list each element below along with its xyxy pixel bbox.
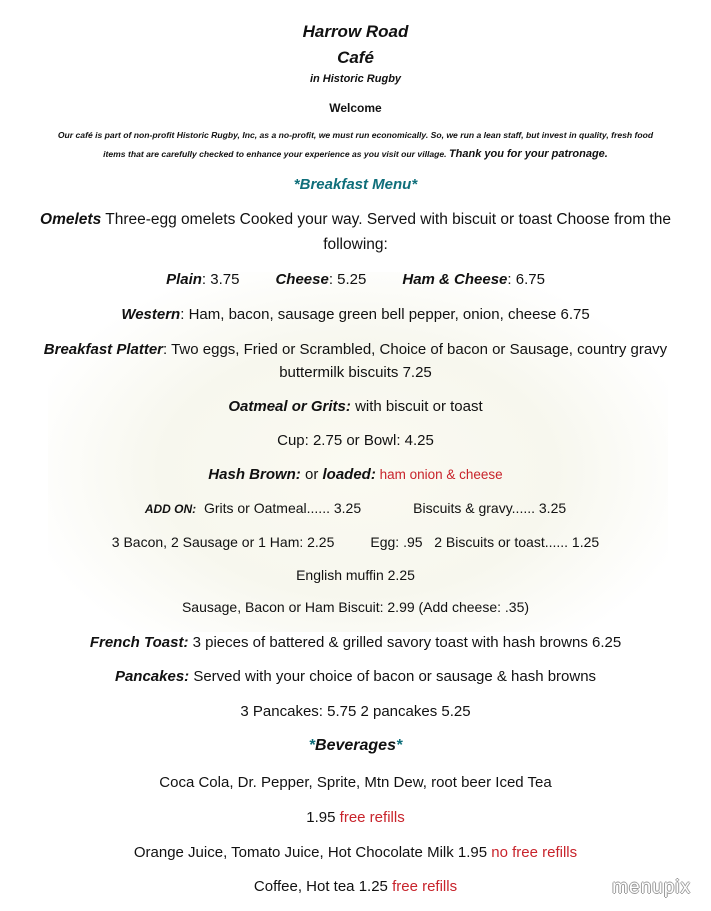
- omelet-prices: Plain: 3.75 Cheese: 5.25 Ham & Cheese: 6.75: [166, 271, 545, 288]
- thanks-text: Thank you for your patronage.: [448, 148, 608, 160]
- western-item: Western: Ham, bacon, sausage green bell pepper, onion, cheese 6.75: [121, 306, 590, 323]
- intro-text-2: items that are carefully checked to enhance your experience as you visit our village. Thank you for your patronage.: [103, 148, 608, 160]
- cafe-title-2: Café: [337, 48, 374, 67]
- pancakes-prices: 3 Pancakes: 5.75 2 pancakes 5.25: [240, 703, 471, 720]
- oatmeal-prices: Cup: 2.75 or Bowl: 4.25: [277, 432, 434, 449]
- oatmeal-item: Oatmeal or Grits: with biscuit or toast: [228, 398, 483, 415]
- addon-biscuit-sandwich: Sausage, Bacon or Ham Biscuit: 2.99 (Add cheese: .35): [181, 599, 530, 615]
- addon-line: ADD ON: Grits or Oatmeal...... 3.25 Biscuits & gravy...... 3.25: [144, 500, 567, 516]
- addon-muffin: English muffin 2.25: [296, 567, 415, 583]
- cafe-subtitle: in Historic Rugby: [309, 73, 402, 85]
- juices-item: Orange Juice, Tomato Juice, Hot Chocolate Milk 1.95 no free refills: [133, 844, 578, 861]
- welcome-text: Welcome: [329, 101, 382, 115]
- breakfast-heading: *Breakfast Menu*: [293, 176, 418, 193]
- pancakes-item: Pancakes: Served with your choice of bacon or sausage & hash browns: [114, 668, 597, 685]
- platter-item-2: buttermilk biscuits 7.25: [279, 364, 432, 381]
- menupix-watermark: menupix: [612, 877, 691, 898]
- platter-item: Breakfast Platter: Two eggs, Fried or Scrambled, Choice of bacon or Sausage, country gravy: [43, 341, 668, 358]
- beverages-heading: *Beverages*: [308, 737, 403, 754]
- coffee-item: Coffee, Hot tea 1.25 free refills: [253, 878, 458, 895]
- sodas-item: Coca Cola, Dr. Pepper, Sprite, Mtn Dew, root beer Iced Tea: [159, 774, 552, 791]
- sodas-price: 1.95 free refills: [306, 809, 405, 826]
- french-toast-item: French Toast: 3 pieces of battered & grilled savory toast with hash browns 6.25: [89, 634, 622, 651]
- cafe-title: Harrow Road: [302, 22, 409, 41]
- intro-text: Our café is part of non-profit Historic Rugby, Inc, as a no-profit, we must run economically. So, we run a lean staff, but invest in quality, fresh food: [57, 130, 654, 140]
- addon-line-2: 3 Bacon, 2 Sausage or 1 Ham: 2.25 Egg: .95 2 Biscuits or toast...... 1.25: [111, 534, 600, 550]
- omelets-line: Omelets Three-egg omelets Cooked your way. Served with biscuit or toast Choose from the: [40, 211, 671, 228]
- hashbrown-item: Hash Brown: or loaded: ham onion & cheese: [208, 466, 503, 483]
- omelets-line-2: following:: [323, 236, 388, 253]
